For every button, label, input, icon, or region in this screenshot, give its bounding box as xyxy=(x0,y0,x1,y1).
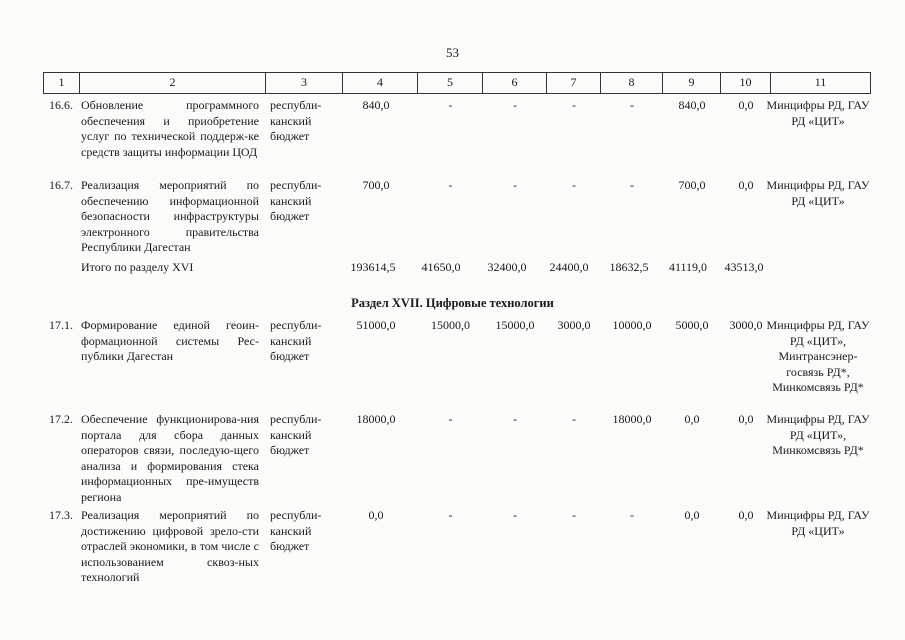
row-v4: 0,0 xyxy=(368,508,384,522)
row-v7: - xyxy=(572,98,576,112)
row-v8: - xyxy=(630,178,634,192)
total-v6: 32400,0 xyxy=(487,260,527,274)
row-number: 17.1. xyxy=(49,318,73,332)
section-title: Раздел XVII. Цифровые технологии xyxy=(351,296,554,310)
col-header-7: 7 xyxy=(546,73,600,93)
row-name: Формирование единой геоин-формационной системы Рес-публики Дагестан xyxy=(81,318,259,363)
col-header-6: 6 xyxy=(482,73,546,93)
row-executor: Минцифры РД, ГАУ РД «ЦИТ» xyxy=(766,508,870,538)
row-name: Обновление программного обеспечения и приобретение услуг по технической поддерж-ке средств защиты информации ЦОД xyxy=(81,98,259,159)
row-number: 17.2. xyxy=(49,412,73,426)
row-v10: 0,0 xyxy=(738,412,754,426)
row-v10: 0,0 xyxy=(738,508,754,522)
row-source: республи-канский бюджет xyxy=(270,508,322,553)
row-executor: Минцифры РД, ГАУ РД «ЦИТ» xyxy=(766,178,870,208)
row-number: 16.6. xyxy=(49,98,73,112)
row-v6: - xyxy=(513,508,517,522)
row-number: 17.3. xyxy=(49,508,73,522)
row-name: Обеспечение функционирова-ния портала для сбора данных операторов связи, последую-щего анализа и формирования стека информационных пре-имуществ региона xyxy=(81,412,259,504)
row-v8: - xyxy=(630,98,634,112)
row-executor: Минцифры РД, ГАУ РД «ЦИТ», Минкомсвязь РД* xyxy=(766,412,870,457)
row-v4: 18000,0 xyxy=(356,412,396,426)
row-v5: - xyxy=(448,178,453,192)
col-header-1: 1 xyxy=(43,73,79,93)
col-header-2: 2 xyxy=(79,73,265,93)
total-label: Итого по разделу XVI xyxy=(81,260,194,274)
row-v7: - xyxy=(572,508,576,522)
row-executor: Минцифры РД, ГАУ РД «ЦИТ», Минтрансэнер-госвязь РД*, Минкомсвязь РД* xyxy=(766,318,870,394)
row-source: республи-канский бюджет xyxy=(270,412,322,457)
row-source: республи-канский бюджет xyxy=(270,318,322,363)
row-v6: - xyxy=(513,178,517,192)
row-v4: 700,0 xyxy=(362,178,390,192)
row-v6: - xyxy=(513,98,517,112)
row-source: республи-канский бюджет xyxy=(270,98,322,143)
total-v7: 24400,0 xyxy=(549,260,589,274)
total-v5: 41650,0 xyxy=(421,260,461,274)
row-v6: - xyxy=(513,412,517,426)
total-v4: 193614,5 xyxy=(350,260,396,274)
row-v4: 840,0 xyxy=(362,98,390,112)
row-v5: - xyxy=(448,98,453,112)
col-header-9: 9 xyxy=(662,73,720,93)
row-v9: 700,0 xyxy=(678,178,706,192)
col-header-10: 10 xyxy=(720,73,770,93)
row-v7: - xyxy=(572,412,576,426)
row-v8: 10000,0 xyxy=(612,318,652,332)
row-v7: - xyxy=(572,178,576,192)
col-header-11: 11 xyxy=(770,73,871,93)
col-header-8: 8 xyxy=(600,73,662,93)
row-v9: 0,0 xyxy=(684,508,700,522)
row-v10: 0,0 xyxy=(738,98,754,112)
row-name: Реализация мероприятий по достижению цифровой зрело-сти отраслей экономики, в том числе с использованием сквоз-ных технологий xyxy=(81,508,259,584)
row-v9: 840,0 xyxy=(678,98,706,112)
row-v6: 15000,0 xyxy=(495,318,535,332)
row-name: Реализация мероприятий по обеспечению информационной безопасности инфраструктуры электронного правительства Республики Дагестан xyxy=(81,178,259,254)
total-v10: 43513,0 xyxy=(724,260,764,274)
row-v5: 15000,0 xyxy=(431,318,470,332)
col-header-5: 5 xyxy=(417,73,482,93)
col-header-3: 3 xyxy=(265,73,342,93)
row-v8: - xyxy=(630,508,634,522)
row-v5: - xyxy=(448,412,453,426)
row-v8: 18000,0 xyxy=(612,412,652,426)
row-v9: 5000,0 xyxy=(675,318,709,332)
col-header-4: 4 xyxy=(342,73,417,93)
row-executor: Минцифры РД, ГАУ РД «ЦИТ» xyxy=(766,98,870,128)
page-number: 53 xyxy=(446,45,459,60)
row-v7: 3000,0 xyxy=(557,318,591,332)
row-v4: 51000,0 xyxy=(356,318,396,332)
total-v8: 18632,5 xyxy=(609,260,649,274)
row-source: республи-канский бюджет xyxy=(270,178,322,223)
total-v9: 41119,0 xyxy=(668,260,708,274)
row-number: 16.7. xyxy=(49,178,73,192)
row-v10: 0,0 xyxy=(738,178,754,192)
row-v5: - xyxy=(448,508,453,522)
table-header xyxy=(43,72,871,94)
row-v10: 3000,0 xyxy=(729,318,763,332)
row-v9: 0,0 xyxy=(684,412,700,426)
